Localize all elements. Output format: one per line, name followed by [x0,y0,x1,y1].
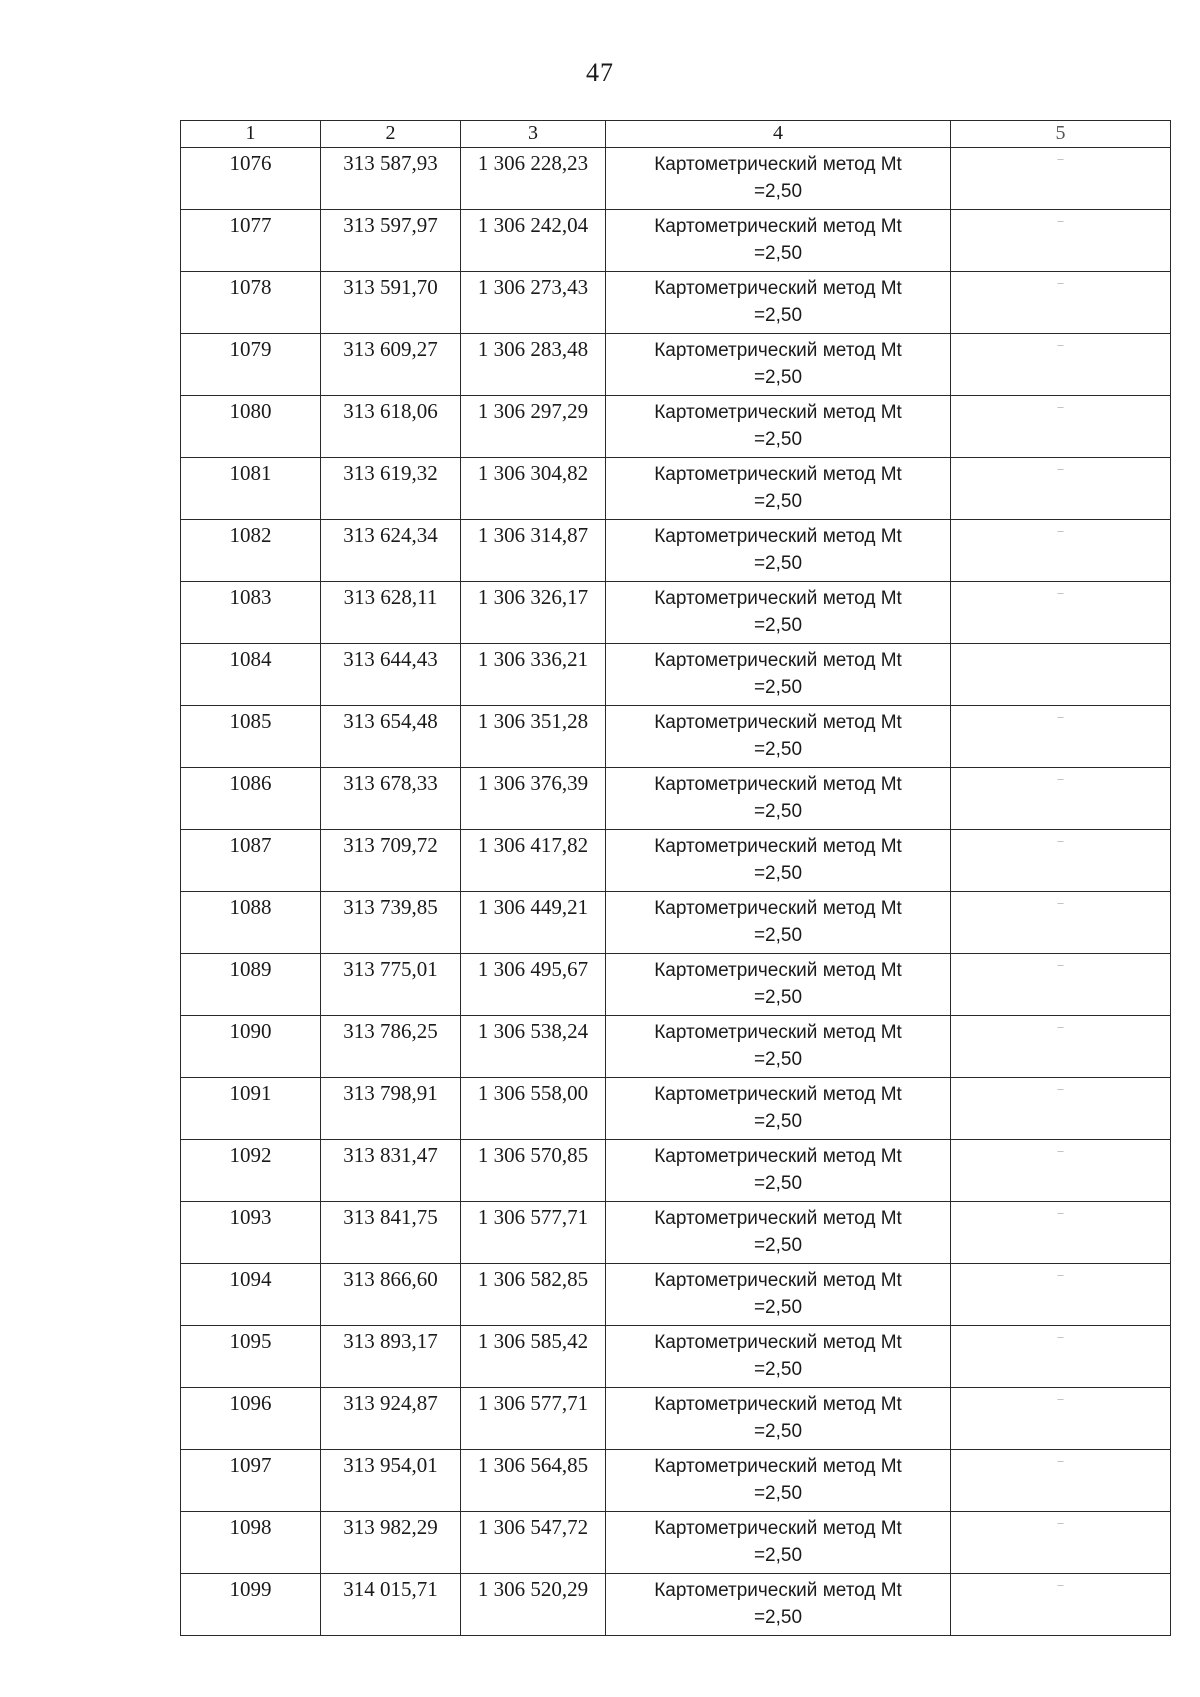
y-coordinate-cell: 1 306 570,85 [461,1140,606,1202]
method-cell [606,1450,951,1512]
method-precision: =2,50 [753,243,803,264]
y-coordinate-cell: 1 306 495,67 [461,954,606,1016]
method-cell [606,458,951,520]
x-coordinate-cell: 313 624,34 [321,520,461,582]
method-text: Картометрический метод Mt [654,340,902,361]
y-coordinate-cell: 1 306 520,29 [461,1574,606,1636]
point-number-cell: 1079 [181,334,321,396]
x-coordinate-cell: 313 982,29 [321,1512,461,1574]
method-cell [606,210,951,272]
x-coordinate-cell: 313 893,17 [321,1326,461,1388]
method-cell [606,830,951,892]
x-coordinate-cell: 313 609,27 [321,334,461,396]
note-cell: – [951,954,1171,1016]
method-text: Картометрический метод Mt [654,526,902,547]
x-coordinate-cell: 313 654,48 [321,706,461,768]
method-text: Картометрический метод Mt [654,1270,902,1291]
point-number-cell: 1087 [181,830,321,892]
note-cell: – [951,706,1171,768]
y-coordinate-cell: 1 306 585,42 [461,1326,606,1388]
table-row [181,458,1171,520]
table-row [181,148,1171,210]
note-cell: – [951,582,1171,644]
table-row [181,706,1171,768]
x-coordinate-cell: 313 619,32 [321,458,461,520]
method-precision: =2,50 [753,1049,803,1070]
point-number-cell: 1081 [181,458,321,520]
method-precision: =2,50 [753,181,803,202]
method-cell [606,1326,951,1388]
point-number-cell: 1088 [181,892,321,954]
method-text: Картометрический метод Mt [654,278,902,299]
y-coordinate-cell: 1 306 228,23 [461,148,606,210]
method-precision: =2,50 [753,553,803,574]
method-text: Картометрический метод Mt [654,1022,902,1043]
table-row [181,1202,1171,1264]
x-coordinate-cell: 313 709,72 [321,830,461,892]
method-cell [606,520,951,582]
point-number-cell: 1084 [181,644,321,706]
y-coordinate-cell: 1 306 242,04 [461,210,606,272]
x-coordinate-cell: 313 831,47 [321,1140,461,1202]
header-col-1: 1 [181,121,321,148]
y-coordinate-cell: 1 306 304,82 [461,458,606,520]
point-number-cell: 1080 [181,396,321,458]
y-coordinate-cell: 1 306 582,85 [461,1264,606,1326]
x-coordinate-cell: 313 786,25 [321,1016,461,1078]
header-row [181,121,1171,148]
point-number-cell: 1086 [181,768,321,830]
note-cell: – [951,396,1171,458]
point-number-cell: 1085 [181,706,321,768]
note-cell: – [951,148,1171,210]
method-precision: =2,50 [753,429,803,450]
x-coordinate-cell: 313 618,06 [321,396,461,458]
note-cell: – [951,458,1171,520]
method-precision: =2,50 [753,801,803,822]
point-number-cell: 1083 [181,582,321,644]
note-cell: – [951,830,1171,892]
note-cell: – [951,520,1171,582]
method-text: Картометрический метод Mt [654,216,902,237]
point-number-cell: 1093 [181,1202,321,1264]
table-row [181,272,1171,334]
table-row [181,892,1171,954]
y-coordinate-cell: 1 306 314,87 [461,520,606,582]
x-coordinate-cell: 313 597,97 [321,210,461,272]
note-cell: – [951,1388,1171,1450]
method-precision: =2,50 [753,367,803,388]
table-row [181,954,1171,1016]
x-coordinate-cell: 314 015,71 [321,1574,461,1636]
point-number-cell: 1099 [181,1574,321,1636]
method-precision: =2,50 [753,1607,803,1628]
note-cell: – [951,1016,1171,1078]
method-cell [606,1140,951,1202]
method-text: Картометрический метод Mt [654,1394,902,1415]
x-coordinate-cell: 313 924,87 [321,1388,461,1450]
method-text: Картометрический метод Mt [654,712,902,733]
point-number-cell: 1096 [181,1388,321,1450]
point-number-cell: 1095 [181,1326,321,1388]
note-cell: – [951,1264,1171,1326]
method-cell [606,1078,951,1140]
header-col-4: 4 [606,121,951,148]
table-row [181,396,1171,458]
method-text: Картометрический метод Mt [654,1456,902,1477]
x-coordinate-cell: 313 591,70 [321,272,461,334]
point-number-cell: 1091 [181,1078,321,1140]
y-coordinate-cell: 1 306 538,24 [461,1016,606,1078]
method-text: Картометрический метод Mt [654,836,902,857]
method-precision: =2,50 [753,1483,803,1504]
table-row [181,210,1171,272]
method-precision: =2,50 [753,1111,803,1132]
method-text: Картометрический метод Mt [654,774,902,795]
y-coordinate-cell: 1 306 547,72 [461,1512,606,1574]
method-cell [606,334,951,396]
y-coordinate-cell: 1 306 336,21 [461,644,606,706]
method-text: Картометрический метод Mt [654,898,902,919]
note-cell: – [951,334,1171,396]
table-row [181,1078,1171,1140]
table-row [181,1016,1171,1078]
point-number-cell: 1092 [181,1140,321,1202]
page-number: 47 [586,58,614,87]
method-cell [606,644,951,706]
point-number-cell: 1082 [181,520,321,582]
method-text: Картометрический метод Mt [654,1580,902,1601]
method-text: Картометрический метод Mt [654,1208,902,1229]
method-cell [606,1388,951,1450]
note-cell: – [951,1450,1171,1512]
x-coordinate-cell: 313 798,91 [321,1078,461,1140]
x-coordinate-cell: 313 628,11 [321,582,461,644]
y-coordinate-cell: 1 306 273,43 [461,272,606,334]
table-row [181,768,1171,830]
method-precision: =2,50 [753,1173,803,1194]
method-precision: =2,50 [753,863,803,884]
method-precision: =2,50 [753,1421,803,1442]
y-coordinate-cell: 1 306 283,48 [461,334,606,396]
method-cell [606,272,951,334]
x-coordinate-cell: 313 866,60 [321,1264,461,1326]
header-col-2: 2 [321,121,461,148]
method-precision: =2,50 [753,677,803,698]
y-coordinate-cell: 1 306 564,85 [461,1450,606,1512]
x-coordinate-cell: 313 644,43 [321,644,461,706]
x-coordinate-cell: 313 587,93 [321,148,461,210]
method-text: Картометрический метод Mt [654,650,902,671]
table-row [181,644,1171,706]
y-coordinate-cell: 1 306 577,71 [461,1202,606,1264]
y-coordinate-cell: 1 306 558,00 [461,1078,606,1140]
method-text: Картометрический метод Mt [654,1146,902,1167]
method-precision: =2,50 [753,1359,803,1380]
note-cell: – [951,1574,1171,1636]
note-cell: – [951,1202,1171,1264]
method-precision: =2,50 [753,491,803,512]
method-precision: =2,50 [753,1235,803,1256]
header-col-5: 5 [951,121,1171,148]
y-coordinate-cell: 1 306 376,39 [461,768,606,830]
y-coordinate-cell: 1 306 351,28 [461,706,606,768]
table-row [181,582,1171,644]
coordinates-table [180,120,1171,1636]
point-number-cell: 1077 [181,210,321,272]
method-text: Картометрический метод Mt [654,960,902,981]
method-precision: =2,50 [753,305,803,326]
note-cell: – [951,1512,1171,1574]
note-cell: – [951,210,1171,272]
method-precision: =2,50 [753,739,803,760]
note-cell: – [951,1326,1171,1388]
table-row [181,1140,1171,1202]
point-number-cell: 1078 [181,272,321,334]
table-row [181,1388,1171,1450]
method-cell [606,954,951,1016]
y-coordinate-cell: 1 306 326,17 [461,582,606,644]
note-cell: – [951,272,1171,334]
point-number-cell: 1090 [181,1016,321,1078]
y-coordinate-cell: 1 306 577,71 [461,1388,606,1450]
method-cell [606,768,951,830]
header-col-3: 3 [461,121,606,148]
method-cell [606,1264,951,1326]
table-row [181,1450,1171,1512]
method-precision: =2,50 [753,925,803,946]
method-cell [606,1202,951,1264]
method-text: Картометрический метод Mt [654,588,902,609]
table-row [181,1574,1171,1636]
table-row [181,334,1171,396]
method-cell [606,1016,951,1078]
x-coordinate-cell: 313 954,01 [321,1450,461,1512]
method-cell [606,706,951,768]
x-coordinate-cell: 313 841,75 [321,1202,461,1264]
y-coordinate-cell: 1 306 417,82 [461,830,606,892]
method-text: Картометрический метод Mt [654,1518,902,1539]
point-number-cell: 1094 [181,1264,321,1326]
method-text: Картометрический метод Mt [654,402,902,423]
note-cell: – [951,892,1171,954]
method-text: Картометрический метод Mt [654,464,902,485]
point-number-cell: 1076 [181,148,321,210]
method-text: Картометрический метод Mt [654,1332,902,1353]
table-body [181,148,1171,1636]
table-row [181,1264,1171,1326]
method-precision: =2,50 [753,1545,803,1566]
point-number-cell: 1097 [181,1450,321,1512]
method-cell [606,1574,951,1636]
table-row [181,1512,1171,1574]
note-cell: – [951,1140,1171,1202]
method-text: Картометрический метод Mt [654,1084,902,1105]
method-cell [606,148,951,210]
table-row [181,830,1171,892]
y-coordinate-cell: 1 306 449,21 [461,892,606,954]
method-cell [606,1512,951,1574]
x-coordinate-cell: 313 739,85 [321,892,461,954]
method-text: Картометрический метод Mt [654,154,902,175]
method-cell [606,396,951,458]
table-row [181,1326,1171,1388]
note-cell [951,644,1171,706]
method-precision: =2,50 [753,1297,803,1318]
point-number-cell: 1098 [181,1512,321,1574]
note-cell: – [951,1078,1171,1140]
method-cell [606,582,951,644]
point-number-cell: 1089 [181,954,321,1016]
x-coordinate-cell: 313 775,01 [321,954,461,1016]
note-cell: – [951,768,1171,830]
table-header [181,121,1171,148]
table-row [181,520,1171,582]
method-precision: =2,50 [753,615,803,636]
method-precision: =2,50 [753,987,803,1008]
x-coordinate-cell: 313 678,33 [321,768,461,830]
y-coordinate-cell: 1 306 297,29 [461,396,606,458]
method-cell [606,892,951,954]
